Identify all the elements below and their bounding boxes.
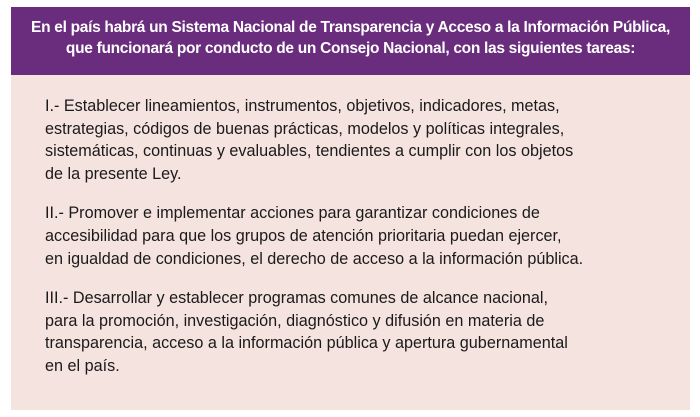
item-3-line-2: para la promoción, investigación, diagnóstico y difusión en materia de bbox=[45, 311, 545, 330]
item-2-line-2: accesibilidad para que los grupos de atención prioritaria puedan ejercer, bbox=[45, 227, 562, 246]
list-item-2 bbox=[45, 202, 645, 270]
item-1-line-4: de la presente Ley. bbox=[45, 165, 182, 184]
item-3-line-3: transparencia, acceso a la información pública y apertura gubernamental bbox=[45, 334, 568, 353]
item-1-line-2: estrategias, códigos de buenas prácticas, modelos y políticas integrales, bbox=[45, 119, 565, 138]
list-item-3 bbox=[45, 287, 645, 378]
item-3-line-4: en el país. bbox=[45, 357, 120, 376]
header-line-1: En el país habrá un Sistema Nacional de Transparencia y Acceso a la Información Pública, bbox=[31, 19, 670, 36]
header-line-2: que funcionará por conducto de un Consejo Nacional, con las siguientes tareas: bbox=[65, 40, 636, 57]
item-2-line-3: en igualdad de condiciones, el derecho de acceso a la información pública. bbox=[45, 249, 584, 268]
item-3-line-1: III.- Desarrollar y establecer programas comunes de alcance nacional, bbox=[45, 288, 548, 307]
item-1-line-1: I.- Establecer lineamientos, instrumentos, objetivos, indicadores, metas, bbox=[45, 97, 560, 115]
item-1-line-3: sistemáticas, continuas y evaluables, tendientes a cumplir con los objetos bbox=[45, 142, 574, 161]
card-body bbox=[45, 95, 645, 394]
card-header bbox=[11, 7, 690, 75]
item-2-line-1: II.- Promover e implementar acciones para garantizar condiciones de bbox=[45, 204, 540, 223]
list-item-1 bbox=[45, 95, 645, 186]
